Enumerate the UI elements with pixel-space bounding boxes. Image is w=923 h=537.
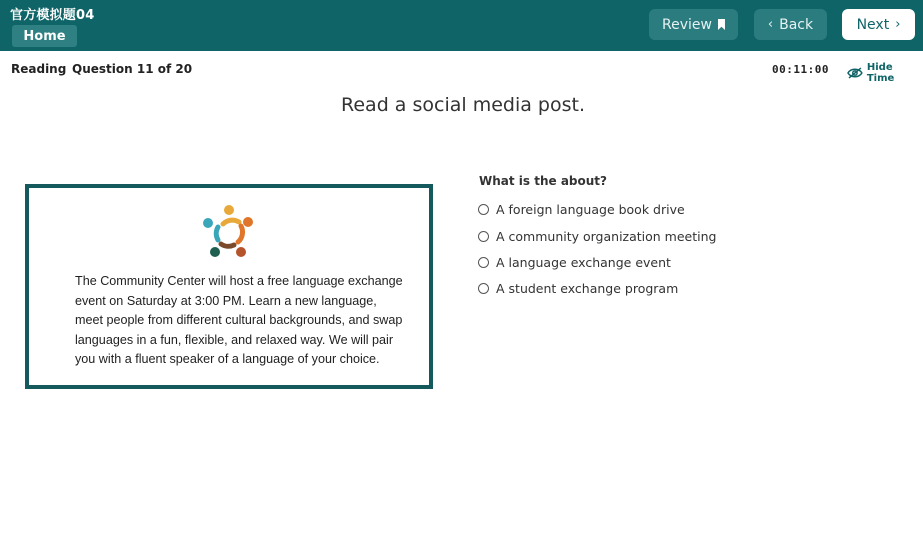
community-logo-icon — [201, 202, 257, 262]
answer-option-2[interactable] — [478, 229, 716, 244]
answer-option-label: A community organization meeting — [496, 229, 717, 244]
review-button[interactable] — [649, 9, 738, 40]
instruction-heading: Read a social media post. — [341, 94, 585, 116]
back-button-label: Back — [779, 16, 814, 33]
top-bar — [0, 0, 923, 51]
question-counter: Question 11 of 20 — [72, 62, 193, 76]
section-label: Reading — [11, 62, 67, 76]
eye-off-icon — [847, 67, 863, 79]
next-button-label: Next — [856, 16, 890, 33]
answer-option-3[interactable] — [478, 255, 671, 270]
radio-button[interactable] — [478, 231, 489, 242]
hide-time-label: Hide Time — [866, 62, 895, 84]
post-body-text: The Community Center will host a free language exchange event on Saturday at 3:00 PM. Learn a new language, meet people from different cultural backgrounds, and swap languages in a fun, flexible, and relaxed way. We will pair you with a fluent speaker of a language of your choice. — [75, 274, 403, 367]
answer-option-label: A language exchange event — [496, 255, 671, 270]
radio-button[interactable] — [478, 283, 489, 294]
chevron-left-icon: ‹ — [767, 17, 774, 32]
next-button[interactable] — [842, 9, 915, 40]
back-button[interactable] — [754, 9, 827, 40]
answer-option-4[interactable] — [478, 281, 678, 296]
radio-button[interactable] — [478, 204, 489, 215]
social-media-post — [25, 184, 433, 389]
status-bar — [0, 51, 923, 87]
answer-option-label: A student exchange program — [496, 281, 679, 296]
answer-option-label: A foreign language book drive — [496, 202, 685, 217]
question-prompt: What is the about? — [479, 174, 607, 188]
radio-button[interactable] — [478, 257, 489, 268]
app-title: 官方模拟题04 — [10, 8, 95, 23]
hide-time-button[interactable] — [847, 62, 923, 84]
answer-option-1[interactable] — [478, 202, 685, 217]
timer: 00:11:00 — [772, 63, 829, 76]
home-button[interactable]: Home — [12, 25, 77, 47]
review-button-label: Review — [662, 16, 712, 33]
bookmark-icon — [718, 19, 725, 30]
chevron-right-icon: › — [895, 17, 901, 32]
